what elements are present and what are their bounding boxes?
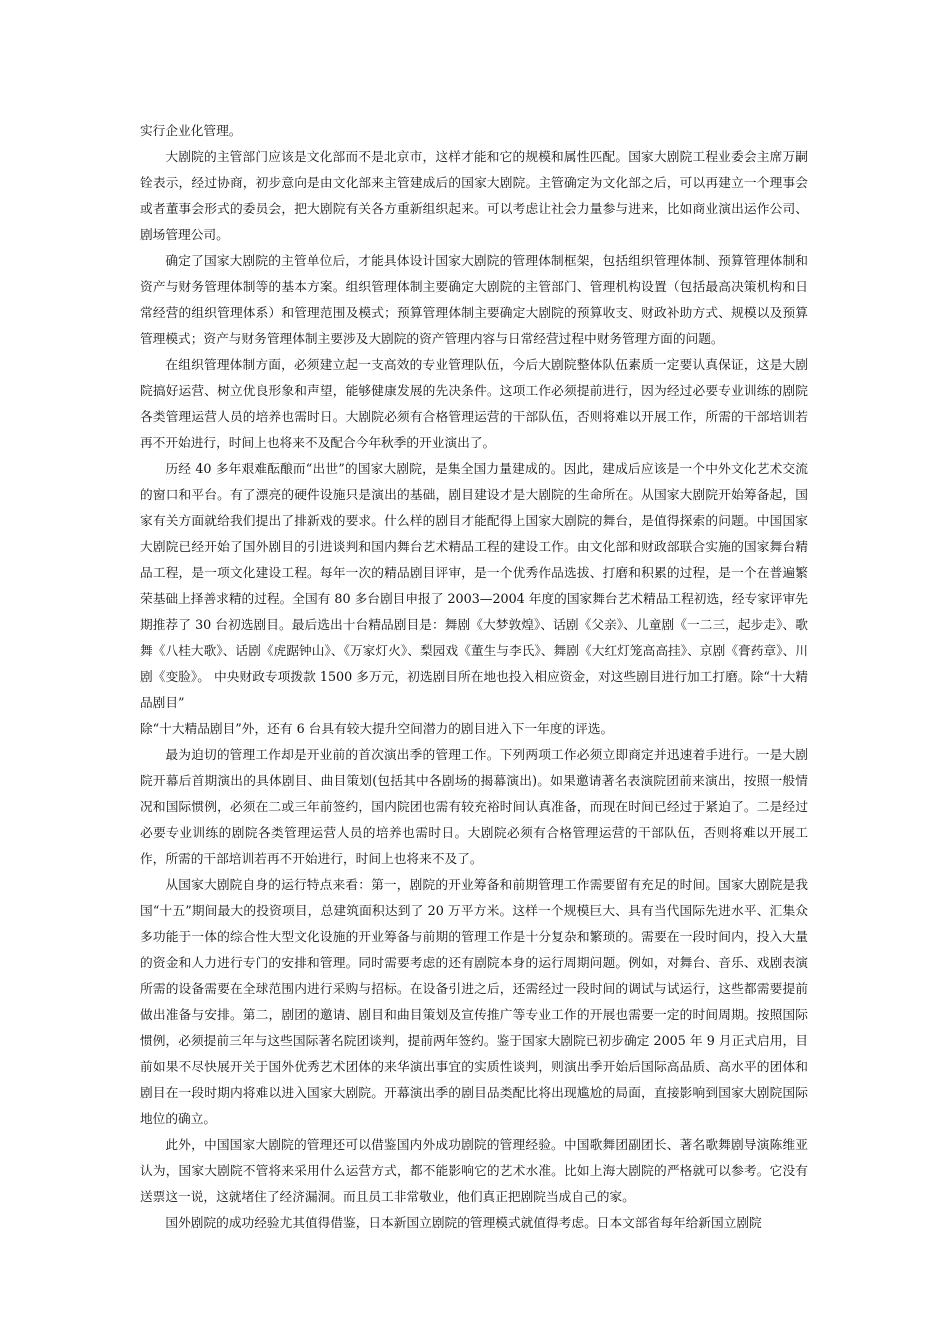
paragraph-10: 国外剧院的成功经验尤其值得借鉴，日本新国立剧院的管理模式就值得考虑。日本文部省每年给新国立剧院 [165,1215,762,1230]
paragraph-3: 确定了国家大剧院的主管单位后，才能具体设计国家大剧院的管理体制框架，包括组织管理体制、预算管理体制和资产与财务管理体制等的基本方案。组织管理体制主要确定大剧院的主管部门、管理机构设置（包括最高决策机构和日常经营的组织管理体系）和管理范围及模式；预算管理体制主要确定大剧院的预算收支、财政补助方式、规模以及预算管理模式；资产与财务管理体制主要涉及大剧院的资产管理内容与日常经营过程中财务管理方面的问题。 [140,253,808,346]
paragraph-5: 历经 40 多年艰难酝酿而“出世”的国家大剧院，是集全国力量建成的。因此，建成后应该是一个中外文化艺术交流的窗口和平台。有了漂亮的硬件设施只是演出的基础，剧目建设才是大剧院的生命所在。从国家大剧院开始筹备起，国家有关方面就给我们提出了排新戏的要求。什么样的剧目才能配得上国家大剧院的舞台，是值得探索的问题。中国国家大剧院已经开始了国外剧目的引进谈判和国内舞台艺术精品工程的建设工作。由文化部和财政部联合实施的国家舞台精品工程，是一项文化建设工程。每年一次的精品剧目评审，是一个优秀作品选拔、打磨和积累的过程，是一个在普遍繁荣基础上择善求精的过程。全国有 80 多台剧目申报了 2003—2004 年度的国家舞台艺术精品工程初选，经专家评审先期推荐了 30 台初选剧目。最后选出十台精品剧目是：舞剧《大梦敦煌》、话剧《父亲》、儿童剧《一二三，起步走》、歌舞《八桂大歌》、话剧《虎踞钟山》、《万家灯火》、梨园戏《董生与李氏》、舞剧《大红灯笼高高挂》、京剧《膏药章》、川剧《变脸》。 中央财政专项拨款 1500 多万元，初选剧目所在地也投入相应资金，对这些剧目进行加工打磨。除“十大精品剧目” [140,461,808,710]
paragraph-8: 从国家大剧院自身的运行特点来看：第一，剧院的开业筹备和前期管理工作需要留有充足的时间。国家大剧院是我国“十五”期间最大的投资项目，总建筑面积达到了 20 万平方米。这样一个规模巨大、具有当代国际先进水平、汇集众多功能于一体的综合性大型文化设施的开业筹备与前期的管理工作是十分复杂和繁琐的。需要在一段时间内，投入大量的资金和人力进行专门的安排和管理。同时需要考虑的还有剧院本身的运行周期问题。例如，对舞台、音乐、戏剧表演所需的设备需要在全球范围内进行采购与招标。在设备引进之后，还需经过一段时间的调试与试运行，这些都需要提前做出准备与安排。第二，剧团的邀请、剧目和曲目策划及宣传推广等专业工作的开展也需要一定的时间周期。按照国际惯例，必须提前三年与这些国际著名院团谈判，提前两年签约。鉴于国家大剧院已初步确定 2005 年 9 月正式启用，目前如果不尽快展开关于国外优秀艺术团体的来华演出事宜的实质性谈判，则演出季开始后国际高品质、高水平的团体和剧目在一段时期内将难以进入国家大剧院。开幕演出季的剧目品类配比将出现尴尬的局面，直接影响到国家大剧院国际地位的确立。 [140,877,808,1126]
paragraph-1: 实行企业化管理。 [140,123,242,138]
paragraph-4: 在组织管理体制方面，必须建立起一支高效的专业管理队伍，今后大剧院整体队伍素质一定要认真保证，这是大剧院搞好运营、树立优良形象和声望，能够健康发展的先决条件。这项工作必须提前进行，因为经过必要专业训练的剧院各类管理运营人员的培养也需时日。大剧院必须有合格管理运营的干部队伍，否则将难以开展工作，所需的干部培训若再不开始进行，时间上也将来不及配合今年秋季的开业演出了。 [140,357,808,450]
paragraph-7: 最为迫切的管理工作却是开业前的首次演出季的管理工作。下列两项工作必须立即商定并迅速着手进行。一是大剧院开幕后首期演出的具体剧目、曲目策划(包括其中各剧场的揭幕演出)。如果邀请著名表演院团前来演出，按照一般情况和国际惯例，必须在二或三年前签约，国内院团也需有较充裕时间认真准备，而现在时间已经过于紧迫了。二是经过必要专业训练的剧院各类管理运营人员的培养也需时日。大剧院必须有合格管理运营的干部队伍，否则将难以开展工作，所需的干部培训若再不开始进行，时间上也将来不及了。 [140,747,808,866]
paragraph-6: 除“十大精品剧目”外，还有 6 台具有较大提升空间潜力的剧目进入下一年度的评选。 [140,721,614,736]
document-body [140,118,808,1236]
paragraph-9: 此外，中国国家大剧院的管理还可以借鉴国内外成功剧院的管理经验。中国歌舞团副团长、著名歌舞剧导演陈维亚认为，国家大剧院不管将来采用什么运营方式，都不能影响它的艺术水准。比如上海大剧院的严格就可以参考。它没有送票这一说，这就堵住了经济漏洞。而且员工非常敬业，他们真正把剧院当成自己的家。 [140,1137,808,1204]
paragraph-2: 大剧院的主管部门应该是文化部而不是北京市，这样才能和它的规模和属性匹配。国家大剧院工程业委会主席万嗣铨表示，经过协商，初步意向是由文化部来主管建成后的国家大剧院。主管确定为文化部之后，可以再建立一个理事会或者董事会形式的委员会，把大剧院有关各方重新组织起来。可以考虑让社会力量参与进来，比如商业演出运作公司、剧场管理公司。 [140,149,808,242]
